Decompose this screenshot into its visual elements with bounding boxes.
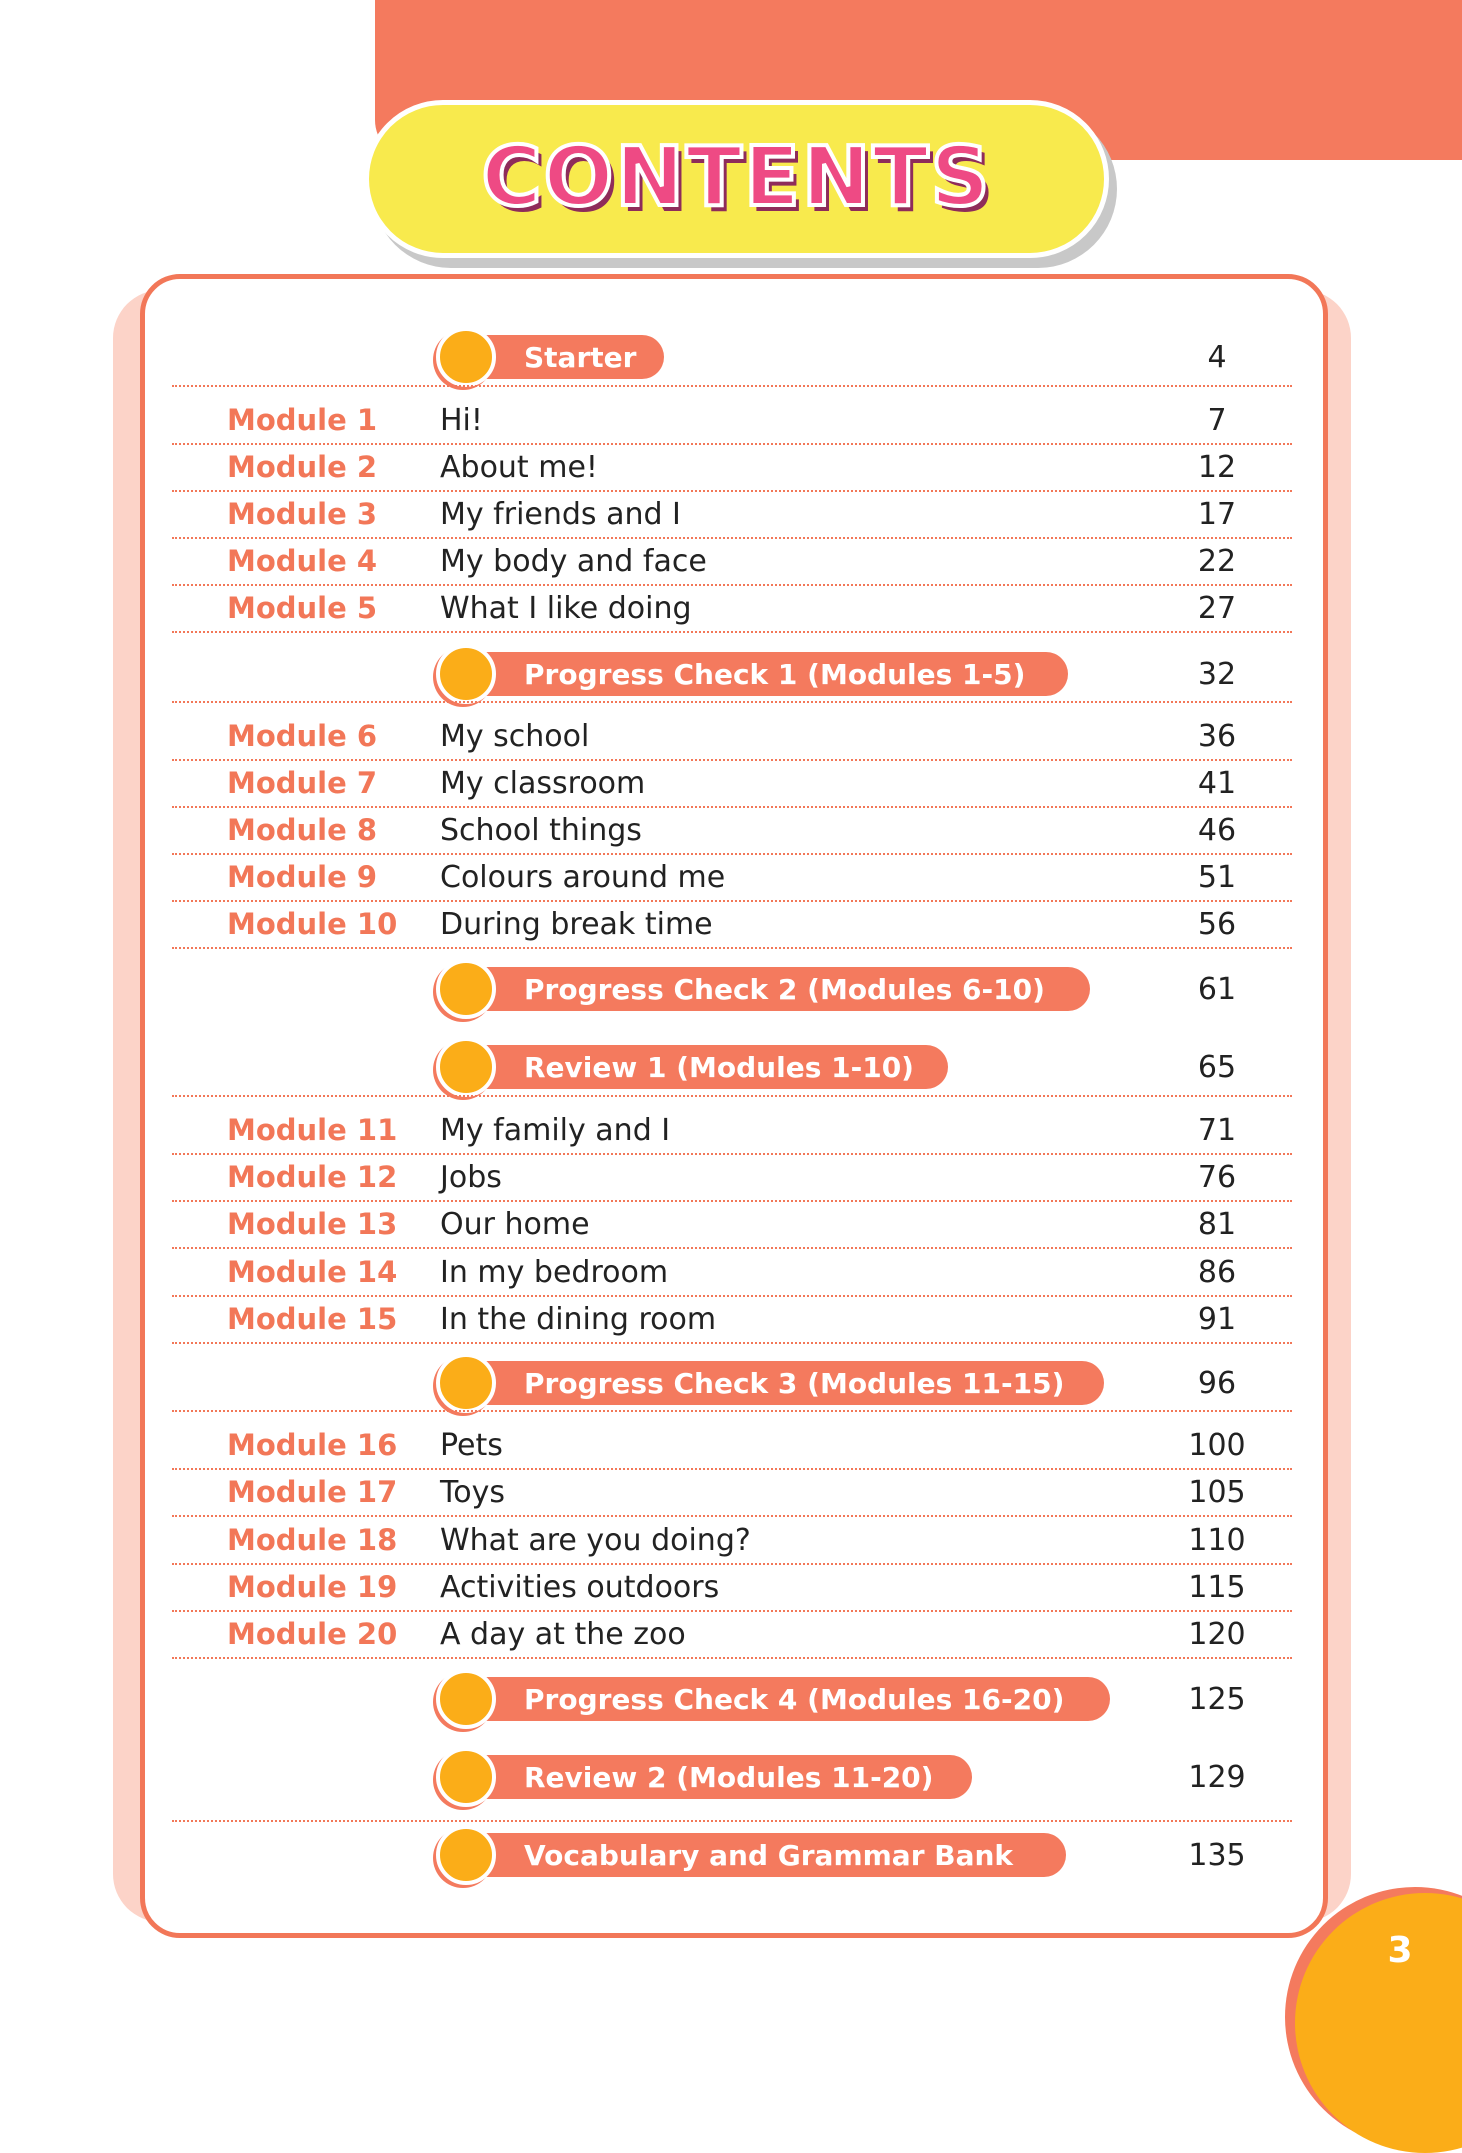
contents-row-module-14[interactable] (172, 1249, 1292, 1295)
page-number: 110 (1188, 1522, 1246, 1558)
contents-row-module-3[interactable] (172, 491, 1292, 537)
dot-icon (436, 1669, 496, 1729)
page-number: 105 (1188, 1474, 1246, 1510)
module-title: Hi! (440, 402, 483, 438)
contents-row-module-7[interactable] (172, 760, 1292, 806)
module-title: My family and I (440, 1112, 671, 1148)
module-label: Module 2 (227, 450, 378, 484)
module-title: My classroom (440, 765, 646, 801)
contents-row-progress-check-2[interactable] (172, 966, 1292, 1012)
module-label: Module 9 (227, 860, 378, 894)
page-number: 120 (1188, 1616, 1246, 1652)
module-label: Module 11 (227, 1113, 398, 1147)
module-title: Our home (440, 1206, 590, 1242)
section-label: Starter (524, 340, 637, 374)
contents-row-module-10[interactable] (172, 901, 1292, 947)
page-number: 65 (1197, 1049, 1237, 1085)
module-title: What I like doing (440, 590, 692, 626)
page-number: 129 (1188, 1759, 1246, 1795)
contents-row-module-15[interactable] (172, 1296, 1292, 1342)
page-number: 4 (1207, 339, 1227, 375)
module-label: Module 3 (227, 497, 378, 531)
page-number: 61 (1197, 971, 1237, 1007)
module-label: Module 14 (227, 1255, 398, 1289)
module-title: My body and face (440, 543, 707, 579)
page-corner-badge (1295, 1893, 1462, 2153)
section-banner (440, 1755, 972, 1799)
module-title: A day at the zoo (440, 1616, 686, 1652)
module-title: Toys (440, 1474, 505, 1510)
module-title: Pets (440, 1427, 503, 1463)
module-label: Module 18 (227, 1523, 398, 1557)
dot-icon (436, 959, 496, 1019)
page-number: 7 (1207, 402, 1227, 438)
module-title: My school (440, 718, 590, 754)
contents-row-module-11[interactable] (172, 1107, 1292, 1153)
section-banner (440, 1833, 1066, 1877)
module-label: Module 8 (227, 813, 378, 847)
module-title: During break time (440, 906, 713, 942)
page-number: 36 (1197, 718, 1237, 754)
page-number: 46 (1197, 812, 1237, 848)
module-label: Module 17 (227, 1475, 398, 1509)
page-number: 27 (1197, 590, 1237, 626)
contents-row-module-8[interactable] (172, 807, 1292, 853)
page-number: 115 (1188, 1569, 1246, 1605)
contents-row-progress-check-3[interactable] (172, 1360, 1292, 1406)
page-number: 56 (1197, 906, 1237, 942)
module-title: What are you doing? (440, 1522, 751, 1558)
contents-row-module-20[interactable] (172, 1611, 1292, 1657)
module-label: Module 6 (227, 719, 378, 753)
module-title: Colours around me (440, 859, 726, 895)
page-number: 12 (1197, 449, 1237, 485)
contents-row-review-2[interactable] (172, 1754, 1292, 1800)
page-number: 135 (1188, 1837, 1246, 1873)
section-banner (440, 1677, 1110, 1721)
page-number: 100 (1188, 1427, 1246, 1463)
contents-row-vocabulary-bank[interactable] (172, 1832, 1292, 1878)
module-label: Module 20 (227, 1617, 398, 1651)
page-number: 125 (1188, 1681, 1246, 1717)
contents-row-module-13[interactable] (172, 1201, 1292, 1247)
page-number: 22 (1197, 543, 1237, 579)
contents-row-review-1[interactable] (172, 1044, 1292, 1090)
module-label: Module 16 (227, 1428, 398, 1462)
module-title: Jobs (440, 1159, 502, 1195)
module-label: Module 4 (227, 544, 378, 578)
module-title: School things (440, 812, 642, 848)
contents-row-progress-check-1[interactable] (172, 651, 1292, 697)
section-banner (440, 335, 664, 379)
contents-row-progress-check-4[interactable] (172, 1676, 1292, 1722)
dot-icon (436, 644, 496, 704)
page-number-badge: 3 (1387, 1930, 1413, 1971)
page-number: 51 (1197, 859, 1237, 895)
module-label: Module 15 (227, 1302, 398, 1336)
contents-row-starter[interactable] (172, 334, 1292, 380)
contents-row-module-19[interactable] (172, 1564, 1292, 1610)
page-number: 17 (1197, 496, 1237, 532)
module-label: Module 1 (227, 403, 378, 437)
module-title: In the dining room (440, 1301, 717, 1337)
page-title: CONTENTS (481, 129, 992, 225)
section-label: Review 1 (Modules 1-10) (524, 1050, 914, 1084)
page-number: 91 (1197, 1301, 1237, 1337)
page-number: 76 (1197, 1159, 1237, 1195)
section-label: Progress Check 1 (Modules 1-5) (524, 657, 1026, 691)
section-banner (440, 1361, 1104, 1405)
section-label: Vocabulary and Grammar Bank (524, 1838, 1014, 1872)
module-title: About me! (440, 449, 598, 485)
module-label: Module 5 (227, 591, 378, 625)
module-label: Module 19 (227, 1570, 398, 1604)
contents-row-module-17[interactable] (172, 1469, 1292, 1515)
contents-row-module-12[interactable] (172, 1154, 1292, 1200)
section-label: Progress Check 3 (Modules 11-15) (524, 1366, 1065, 1400)
title-banner (364, 100, 1109, 258)
module-label: Module 12 (227, 1160, 398, 1194)
dot-icon (436, 1825, 496, 1885)
page-number: 86 (1197, 1254, 1237, 1290)
contents-row-module-4[interactable] (172, 538, 1292, 584)
dot-icon (436, 1353, 496, 1413)
section-label: Progress Check 2 (Modules 6-10) (524, 972, 1045, 1006)
contents-row-module-18[interactable] (172, 1517, 1292, 1563)
module-label: Module 7 (227, 766, 378, 800)
dot-icon (436, 1037, 496, 1097)
contents-row-module-6[interactable] (172, 713, 1292, 759)
page-number: 71 (1197, 1112, 1237, 1148)
dot-icon (436, 327, 496, 387)
page-number: 41 (1197, 765, 1237, 801)
contents-row-module-9[interactable] (172, 854, 1292, 900)
section-label: Review 2 (Modules 11-20) (524, 1760, 934, 1794)
section-banner (440, 652, 1068, 696)
module-label: Module 10 (227, 907, 398, 941)
dot-icon (436, 1747, 496, 1807)
page-number: 32 (1197, 656, 1237, 692)
page-number: 81 (1197, 1206, 1237, 1242)
section-label: Progress Check 4 (Modules 16-20) (524, 1682, 1065, 1716)
module-label: Module 13 (227, 1207, 398, 1241)
contents-row-module-5[interactable] (172, 585, 1292, 631)
module-title: My friends and I (440, 496, 681, 532)
module-title: Activities outdoors (440, 1569, 720, 1605)
section-banner (440, 967, 1090, 1011)
contents-row-module-2[interactable] (172, 444, 1292, 490)
page-number: 96 (1197, 1365, 1237, 1401)
section-banner (440, 1045, 948, 1089)
contents-row-module-16[interactable] (172, 1422, 1292, 1468)
module-title: In my bedroom (440, 1254, 669, 1290)
contents-row-module-1[interactable] (172, 397, 1292, 443)
